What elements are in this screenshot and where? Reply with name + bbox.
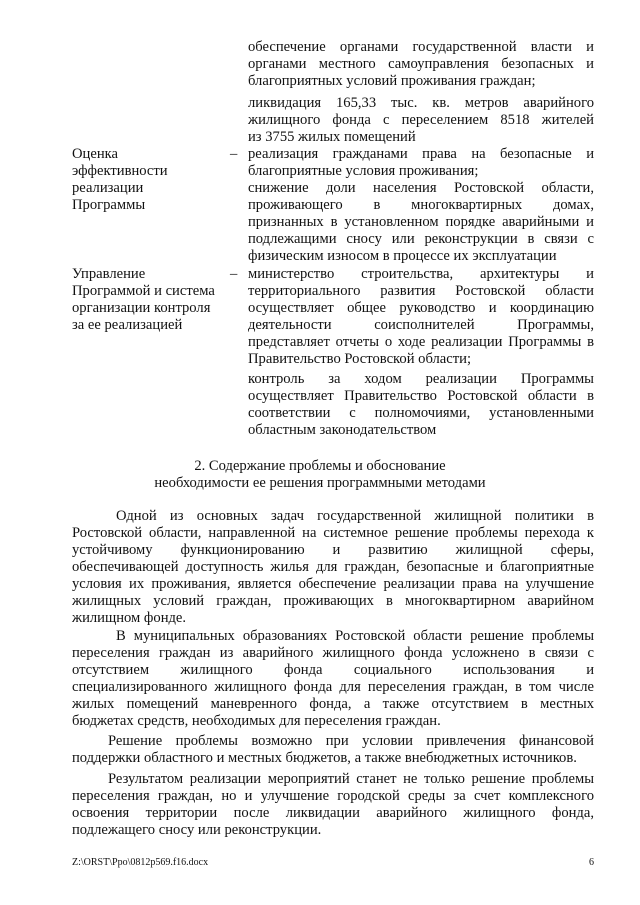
text-line: поддержки областного и местных бюджетов, а также внебюджетных источников.: [72, 750, 577, 766]
text-line: органами местного самоуправления безопасных и: [248, 56, 594, 72]
text-line: ликвидация 165,33 тыс. кв. метров аварийного: [248, 95, 594, 111]
row-label-line: эффективности: [72, 163, 168, 179]
page-number: 6: [589, 857, 594, 868]
text-line: обеспечение органами государственной власти и: [248, 39, 594, 55]
text-line: благоприятных условий проживания граждан;: [248, 73, 536, 89]
text-line: подлежащего сносу или реконструкции.: [72, 822, 322, 838]
text-line: обеспечивающей доступность жилья для граждан, безопасные и благоприятные: [72, 559, 594, 575]
row-dash: –: [230, 146, 238, 162]
row-label-line: Оценка: [72, 146, 118, 162]
text-line: бюджетах средств, необходимых для переселения граждан.: [72, 713, 441, 729]
text-line: переселения граждан из аварийного жилищного фонда усложнено в связи с: [72, 645, 594, 661]
text-line: В муниципальных образованиях Ростовской области решение проблемы: [116, 628, 594, 644]
text-line: областным законодательством: [248, 422, 437, 438]
text-line: Одной из основных задач государственной жилищной политики в: [116, 508, 594, 524]
text-line: осуществляет Правительство Ростовской области в: [248, 388, 594, 404]
text-line: физическим износом в процессе их эксплуатации: [248, 248, 557, 264]
row-label-line: Программой и система: [72, 283, 215, 299]
text-line: устойчивому функционированию и развитию жилищной сферы,: [72, 542, 594, 558]
row-label-line: реализации: [72, 180, 144, 196]
row-dash: –: [230, 266, 238, 282]
text-line: признанных в установленном порядке аварийными и: [248, 214, 594, 230]
text-line: контроль за ходом реализации Программы: [248, 371, 594, 387]
row-label-line: организации контроля: [72, 300, 211, 316]
text-line: Правительство Ростовской области;: [248, 351, 471, 367]
text-line: Ростовской области, направленной на системное решение проблемы перехода к: [72, 525, 594, 541]
text-line: территориального развития Ростовской области: [248, 283, 594, 299]
text-line: из 3755 жилых помещений: [248, 129, 416, 145]
text-line: проживающего в многоквартирных домах,: [248, 197, 594, 213]
text-line: министерство строительства, архитектуры и: [248, 266, 594, 282]
text-line: снижение доли населения Ростовской области,: [248, 180, 594, 196]
footer-file-path: Z:\ORST\Ppo\0812p569.f16.docx: [72, 857, 209, 868]
text-line: благоприятные условия проживания;: [248, 163, 479, 179]
text-line: освоения территории после ликвидации аварийного жилищного фонда,: [72, 805, 594, 821]
text-line: переселения граждан, но и улучшение городской среды за счет комплексного: [72, 788, 594, 804]
text-line: жилищного фонда с переселением 8518 жителей: [248, 112, 594, 128]
section-heading-line2: необходимости ее решения программными методами: [154, 475, 486, 491]
text-line: реализация гражданами права на безопасные и: [248, 146, 594, 162]
text-line: осуществляет общее руководство и координацию: [248, 300, 594, 316]
text-line: специализированного жилищного фонда для переселения граждан, в том числе: [72, 679, 594, 695]
section-heading-line1: 2. Содержание проблемы и обоснование: [194, 458, 446, 474]
row-label-line: Программы: [72, 197, 146, 213]
text-line: жилищных условий граждан, проживающих в многоквартирном аварийном: [72, 593, 594, 609]
text-line: жилых помещений маневренного фонда, а также отсутствием в местных: [72, 696, 594, 712]
row-label-line: за ее реализацией: [72, 317, 183, 333]
text-line: подлежащими сносу или реконструкции в связи с: [248, 231, 594, 247]
text-line: условия их проживания, является обеспечение реализации права на улучшение: [72, 576, 594, 592]
text-line: Результатом реализации мероприятий станет не только решение проблемы: [108, 771, 594, 787]
text-line: Решение проблемы возможно при условии привлечения финансовой: [108, 733, 594, 749]
text-line: жилищном фонде.: [72, 610, 187, 626]
text-line: соответствии с полномочиями, установленными: [248, 405, 594, 421]
text-line: отсутствием жилищного фонда социального использования и: [72, 662, 594, 678]
row-label-line: Управление: [72, 266, 146, 282]
text-line: деятельности соисполнителей Программы,: [248, 317, 594, 333]
text-line: представляет отчеты о ходе реализации Программы в: [248, 334, 594, 350]
